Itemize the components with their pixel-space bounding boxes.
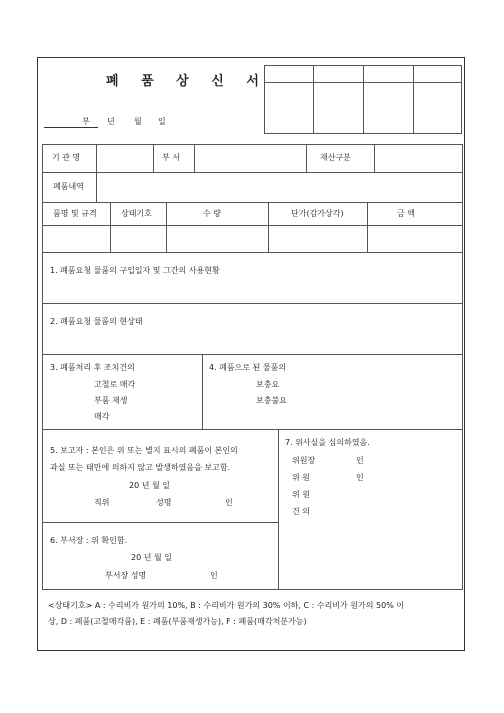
row-divider — [42, 354, 463, 355]
section5-date: 20 년 월 일 — [129, 481, 170, 490]
col-divider — [278, 429, 279, 590]
item-header-name: 품명 및 규격 — [53, 209, 97, 218]
section5-line1: 5. 보고자 : 본인은 위 또는 별지 표시의 폐품이 본인의 — [50, 446, 238, 455]
approval-grid-col — [413, 65, 414, 134]
col-divider — [96, 172, 97, 202]
row-divider — [42, 522, 278, 523]
date-underline — [44, 127, 98, 128]
section7-role: 위 원 — [292, 490, 310, 499]
section7-seal: 인 — [356, 473, 364, 482]
section5-line2: 과실 또는 태만에 의하지 않고 발생하였음을 보고함. — [50, 463, 231, 472]
col-divider — [367, 202, 368, 252]
col-divider — [306, 144, 307, 172]
section6-date: 20 년 월 일 — [131, 553, 172, 562]
asset-class-label: 재산구분 — [320, 153, 351, 162]
col-divider — [96, 144, 97, 172]
row-divider — [42, 225, 463, 226]
approval-grid-col — [363, 65, 364, 134]
item-header-price: 단가(감가상각) — [291, 209, 344, 218]
col-divider — [268, 202, 269, 252]
agency-label: 기 관 명 — [52, 153, 81, 162]
col-divider — [110, 202, 111, 252]
section3-option: 부품 재생 — [94, 396, 128, 405]
legend-line1: <상태기호> A : 수리비가 원가의 10%, B : 수리비가 원가의 30% 이하, C : 수리비가 원가의 50% 이 — [48, 601, 405, 610]
row-divider — [42, 252, 463, 253]
section4-option: 보충요 — [256, 380, 280, 389]
legend-line2: 상, D : 폐품(고철매각품), E : 폐품(부품재생가능), F : 폐품(매각처분가능) — [48, 617, 307, 626]
approval-grid-col — [313, 65, 314, 134]
col-divider — [166, 202, 167, 252]
section7-role: 건 의 — [292, 507, 310, 516]
section7-role: 위원장 — [292, 456, 316, 465]
item-header-amount: 금 액 — [397, 209, 415, 218]
form-title: 폐 품 상 신 서 — [106, 74, 268, 89]
item-header-status: 상태기호 — [121, 209, 152, 218]
section6-seal: 인 — [210, 571, 218, 580]
section5-name: 성명 — [156, 498, 172, 507]
section6-title: 6. 부서장 : 위 확인함. — [50, 536, 128, 545]
section1-label: 1. 폐품요청 물품의 구입일자 및 그간의 사용현황 — [50, 266, 220, 275]
date-year: 년 — [107, 117, 115, 126]
section5-position: 직위 — [94, 498, 110, 507]
section7-title: 7. 위사실을 심의하였음. — [285, 438, 370, 447]
section3-title: 3. 폐품처리 후 조치건의 — [50, 363, 135, 372]
section6-signer: 부서장 성명 — [105, 571, 147, 580]
section3-option: 매각 — [94, 412, 110, 421]
col-divider — [153, 144, 154, 172]
col-divider — [194, 144, 195, 172]
section3-option: 고철로 매각 — [94, 380, 136, 389]
col-divider — [374, 144, 375, 172]
section4-option: 보충불요 — [256, 396, 287, 405]
item-header-qty: 수 량 — [203, 209, 221, 218]
row-divider — [42, 172, 463, 173]
col-divider — [202, 354, 203, 429]
date-bu: 부 — [82, 117, 90, 126]
section7-seal: 인 — [356, 456, 364, 465]
date-month: 월 — [134, 117, 142, 126]
row-divider — [42, 429, 463, 430]
details-label: 폐품내역 — [53, 182, 84, 191]
row-divider — [42, 303, 463, 304]
date-day: 일 — [158, 117, 166, 126]
section7-role: 위 원 — [292, 473, 310, 482]
section4-title: 4. 폐품으로 된 물품의 — [209, 363, 287, 372]
section2-label: 2. 폐품요청 물품의 현상태 — [50, 317, 143, 326]
dept-label: 부 서 — [162, 153, 180, 162]
section5-seal: 인 — [225, 498, 233, 507]
row-divider — [42, 202, 463, 203]
